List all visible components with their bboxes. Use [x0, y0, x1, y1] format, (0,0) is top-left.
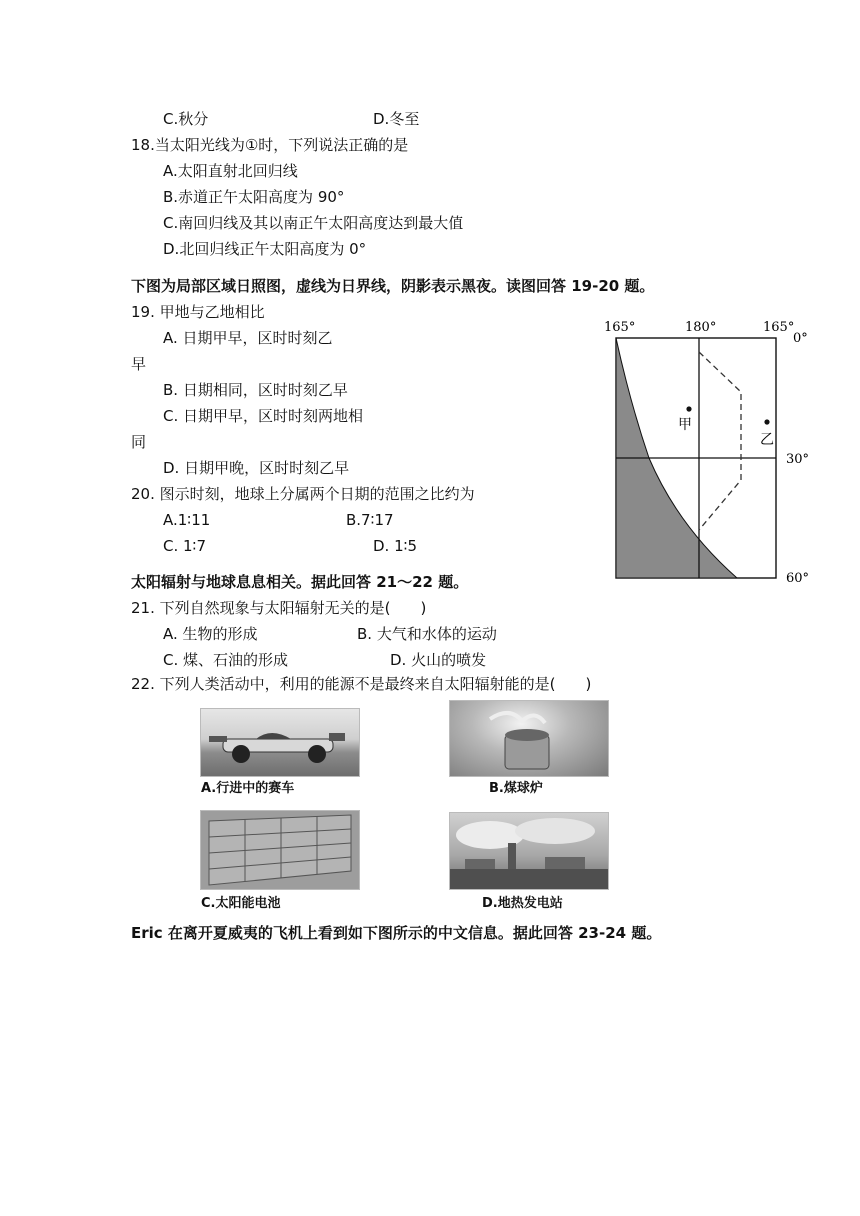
solar-panel-icon — [201, 811, 359, 889]
point-jia-dot — [686, 406, 691, 411]
section-intro-19-20: 下图为局部区域日照图，虚线为日界线，阴影表示黑夜。读图回答 19-20 题。 — [131, 277, 655, 295]
point-yi-label: 乙 — [760, 432, 774, 448]
point-yi-dot — [764, 419, 769, 424]
race-car-icon — [201, 709, 359, 776]
q18-option-b: B.赤道正午太阳高度为 90° — [163, 188, 345, 206]
caption-d: D.地热发电站 — [482, 896, 563, 911]
q19-option-a-wrap: 早 — [131, 355, 147, 373]
q21-option-d: D. 火山的喷发 — [390, 651, 487, 669]
q18-stem: 18.当太阳光线为①时，下列说法正确的是 — [131, 136, 409, 154]
q20-option-d: D. 1∶5 — [373, 537, 418, 555]
photo-geothermal-station — [449, 812, 609, 890]
q19-option-c-wrap: 同 — [131, 433, 147, 451]
q20-stem: 20. 图示时刻，地球上分属两个日期的范围之比约为 — [131, 485, 475, 503]
lon-right-label: 165° — [763, 320, 795, 335]
geothermal-plant-icon — [450, 813, 608, 889]
lat-mid-label: 30° — [786, 452, 810, 467]
q19-option-d: D. 日期甲晚，区时时刻乙早 — [163, 459, 350, 477]
q21-option-b: B. 大气和水体的运动 — [357, 625, 497, 643]
section-intro-23-24: Eric 在离开夏威夷的飞机上看到如下图所示的中文信息。据此回答 23-24 题。 — [131, 924, 662, 942]
q19-stem: 19. 甲地与乙地相比 — [131, 303, 265, 321]
point-jia-label: 甲 — [678, 417, 692, 433]
lat-top-label: 0° — [793, 331, 808, 346]
stove-icon — [450, 701, 608, 776]
caption-b: B.煤球炉 — [489, 781, 543, 796]
q19-option-b: B. 日期相同，区时时刻乙早 — [163, 381, 348, 399]
caption-c: C.太阳能电池 — [201, 896, 281, 911]
illumination-map — [594, 312, 834, 590]
q17-option-c: C.秋分 — [163, 110, 209, 128]
q20-option-b: B.7∶17 — [346, 511, 394, 529]
photo-solar-panel — [200, 810, 360, 890]
q18-option-d: D.北回归线正午太阳高度为 0° — [163, 240, 367, 258]
q19-option-a: A. 日期甲早，区时时刻乙 — [163, 329, 333, 347]
q18-option-a: A.太阳直射北回归线 — [163, 162, 298, 180]
section-intro-21-22: 太阳辐射与地球息息相关。据此回答 21～22 题。 — [131, 573, 469, 591]
q21-option-a: A. 生物的形成 — [163, 625, 258, 643]
q17-option-d: D.冬至 — [373, 110, 420, 128]
q21-stem: 21. 下列自然现象与太阳辐射无关的是( ) — [131, 599, 427, 617]
q20-option-c: C. 1∶7 — [163, 537, 207, 555]
caption-a: A.行进中的赛车 — [201, 781, 295, 796]
photo-coal-stove — [449, 700, 609, 777]
q21-option-c: C. 煤、石油的形成 — [163, 651, 289, 669]
q22-stem: 22. 下列人类活动中，利用的能源不是最终来自太阳辐射能的是( ) — [131, 675, 592, 693]
q19-option-c: C. 日期甲早，区时时刻两地相 — [163, 407, 364, 425]
lon-mid-label: 180° — [685, 320, 717, 335]
lat-bottom-label: 60° — [786, 571, 810, 586]
photo-race-car — [200, 708, 360, 777]
q18-option-c: C.南回归线及其以南正午太阳高度达到最大值 — [163, 214, 464, 232]
q20-option-a: A.1∶11 — [163, 511, 211, 529]
lon-left-label: 165° — [604, 320, 636, 335]
